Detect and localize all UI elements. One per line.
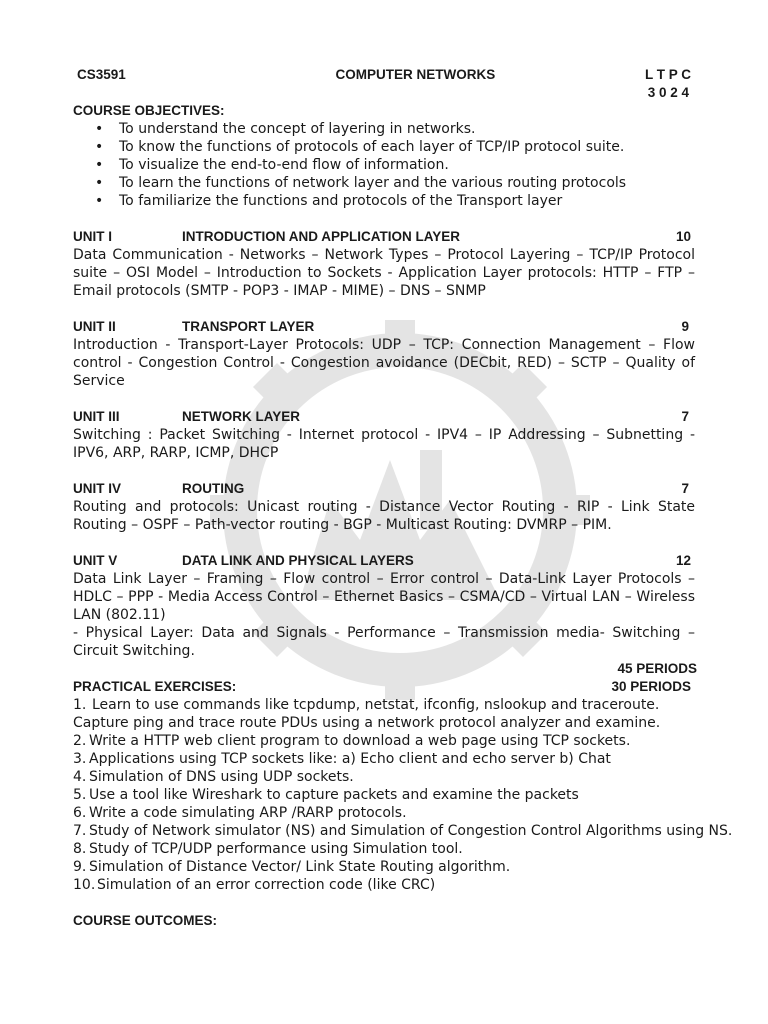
exercise-item	[73, 822, 733, 840]
exercise-text: Applications using TCP sockets like: a) Echo client and echo server b) Chat	[89, 751, 611, 767]
unit-number: UNIT V	[73, 553, 118, 568]
objectives-list	[73, 120, 695, 210]
unit-title: DATA LINK AND PHYSICAL LAYERS	[182, 553, 414, 568]
unit-number: UNIT I	[73, 229, 112, 244]
unit-title: NETWORK LAYER	[182, 409, 301, 424]
unit-hours: 7	[681, 409, 689, 424]
exercise-number: 7.	[73, 823, 87, 839]
unit-2-header	[73, 318, 695, 336]
exercise-item	[73, 858, 695, 876]
objective-item: • To visualize the end-to-end flow of information.	[73, 156, 695, 174]
exercise-number: 9.	[73, 859, 87, 875]
ltpc-values: 3 0 2 4	[647, 85, 689, 100]
exercise-text: Write a code simulating ARP /RARP protocols.	[89, 805, 407, 821]
practical-periods: 30 PERIODS	[611, 679, 691, 694]
unit-5-header	[73, 552, 695, 570]
objectives-heading: COURSE OBJECTIVES:	[73, 103, 225, 118]
exercise-number: 10.	[73, 877, 96, 893]
unit-number: UNIT IV	[73, 481, 122, 496]
syllabus-content	[73, 66, 733, 930]
unit-title: INTRODUCTION AND APPLICATION LAYER	[182, 229, 461, 244]
exercise-item	[73, 750, 695, 768]
exercise-text: Study of Network simulator (NS) and Simulation of Congestion Control Algorithms using NS.	[89, 823, 733, 839]
objective-item: • To understand the concept of layering in networks.	[73, 120, 695, 138]
course-title: COMPUTER NETWORKS	[335, 67, 496, 82]
unit-hours: 10	[675, 229, 691, 244]
ltpc-label: L T P C	[644, 67, 691, 82]
unit-title: TRANSPORT LAYER	[182, 319, 315, 334]
objective-item: • To know the functions of protocols of each layer of TCP/IP protocol suite.	[73, 138, 695, 156]
exercise-text: Simulation of DNS using UDP sockets.	[89, 769, 354, 785]
unit-number: UNIT II	[73, 319, 116, 334]
exercise-text: Simulation of an error correction code (like CRC)	[97, 877, 436, 893]
unit-4-body: Routing and protocols: Unicast routing - Distance Vector Routing - RIP - Link State Routing – OSPF – Path-vector routing - BGP - Multicast Routing: DVMRP – PIM.	[73, 499, 695, 533]
total-periods: 45 PERIODS	[617, 661, 697, 676]
exercise-item	[73, 804, 695, 822]
unit-1-header	[73, 228, 695, 246]
exercise-item-continuation	[73, 714, 695, 732]
course-header	[73, 66, 695, 84]
exercise-number: 3.	[73, 751, 87, 767]
exercise-text: Capture ping and trace route PDUs using a network protocol analyzer and examine.	[73, 715, 661, 731]
exercise-text: Learn to use commands like tcpdump, netstat, ifconfig, nslookup and traceroute.	[92, 697, 660, 713]
unit-number: UNIT III	[73, 409, 120, 424]
unit-4-header	[73, 480, 695, 498]
course-code: CS3591	[77, 67, 126, 82]
unit-title: ROUTING	[182, 481, 245, 496]
exercise-number: 2.	[73, 733, 87, 749]
unit-2-body: Introduction - Transport-Layer Protocols: UDP – TCP: Connection Management – Flow control - Congestion Control - Congestion avoidance (DECbit, RED) – SCTP – Quality of Service	[73, 337, 695, 389]
objective-item: • To learn the functions of network layer and the various routing protocols	[73, 174, 695, 192]
unit-5-body: Data Link Layer – Framing – Flow control – Error control – Data-Link Layer Protocols – HDLC – PPP - Media Access Control – Ethernet Basics – CSMA/CD – Virtual LAN – Wireless LAN (802.11)	[73, 571, 695, 623]
practical-header	[73, 678, 695, 696]
unit-3-body: Switching : Packet Switching - Internet protocol - IPV4 – IP Addressing – Subnetting - IPV6, ARP, RARP, ICMP, DHCP	[73, 427, 695, 461]
unit-1-body: Data Communication - Networks – Network Types – Protocol Layering – TCP/IP Protocol suite – OSI Model – Introduction to Sockets - Application Layer protocols: HTTP – FTP – Email protocols (SMTP - POP3 - IMAP - MIME) – DNS – SNMP	[73, 247, 695, 299]
unit-3-header	[73, 408, 695, 426]
exercise-text: Use a tool like Wireshark to capture packets and examine the packets	[89, 787, 579, 803]
unit-5-body-physical: - Physical Layer: Data and Signals - Performance – Transmission media- Switching – Circuit Switching.	[73, 625, 695, 659]
exercise-number: 1.	[73, 697, 87, 713]
exercise-item	[73, 768, 695, 786]
exercise-text: Study of TCP/UDP performance using Simulation tool.	[89, 841, 463, 857]
practical-exercise-list	[73, 696, 733, 894]
unit-hours: 7	[681, 481, 689, 496]
unit-hours: 12	[675, 553, 691, 568]
exercise-item	[73, 732, 695, 750]
objective-item: • To familiarize the functions and protocols of the Transport layer	[73, 192, 695, 210]
exercise-number: 4.	[73, 769, 87, 785]
exercise-item	[73, 696, 695, 714]
exercise-item	[73, 840, 695, 858]
outcomes-heading: COURSE OUTCOMES:	[73, 913, 218, 928]
exercise-text: Write a HTTP web client program to download a web page using TCP sockets.	[89, 733, 631, 749]
exercise-item	[73, 876, 695, 894]
practical-heading: PRACTICAL EXERCISES:	[73, 679, 237, 694]
exercise-text: Simulation of Distance Vector/ Link State Routing algorithm.	[89, 859, 511, 875]
unit-hours: 9	[681, 319, 689, 334]
exercise-item	[73, 786, 695, 804]
exercise-number: 5.	[73, 787, 87, 803]
exercise-number: 6.	[73, 805, 87, 821]
exercise-number: 8.	[73, 841, 87, 857]
